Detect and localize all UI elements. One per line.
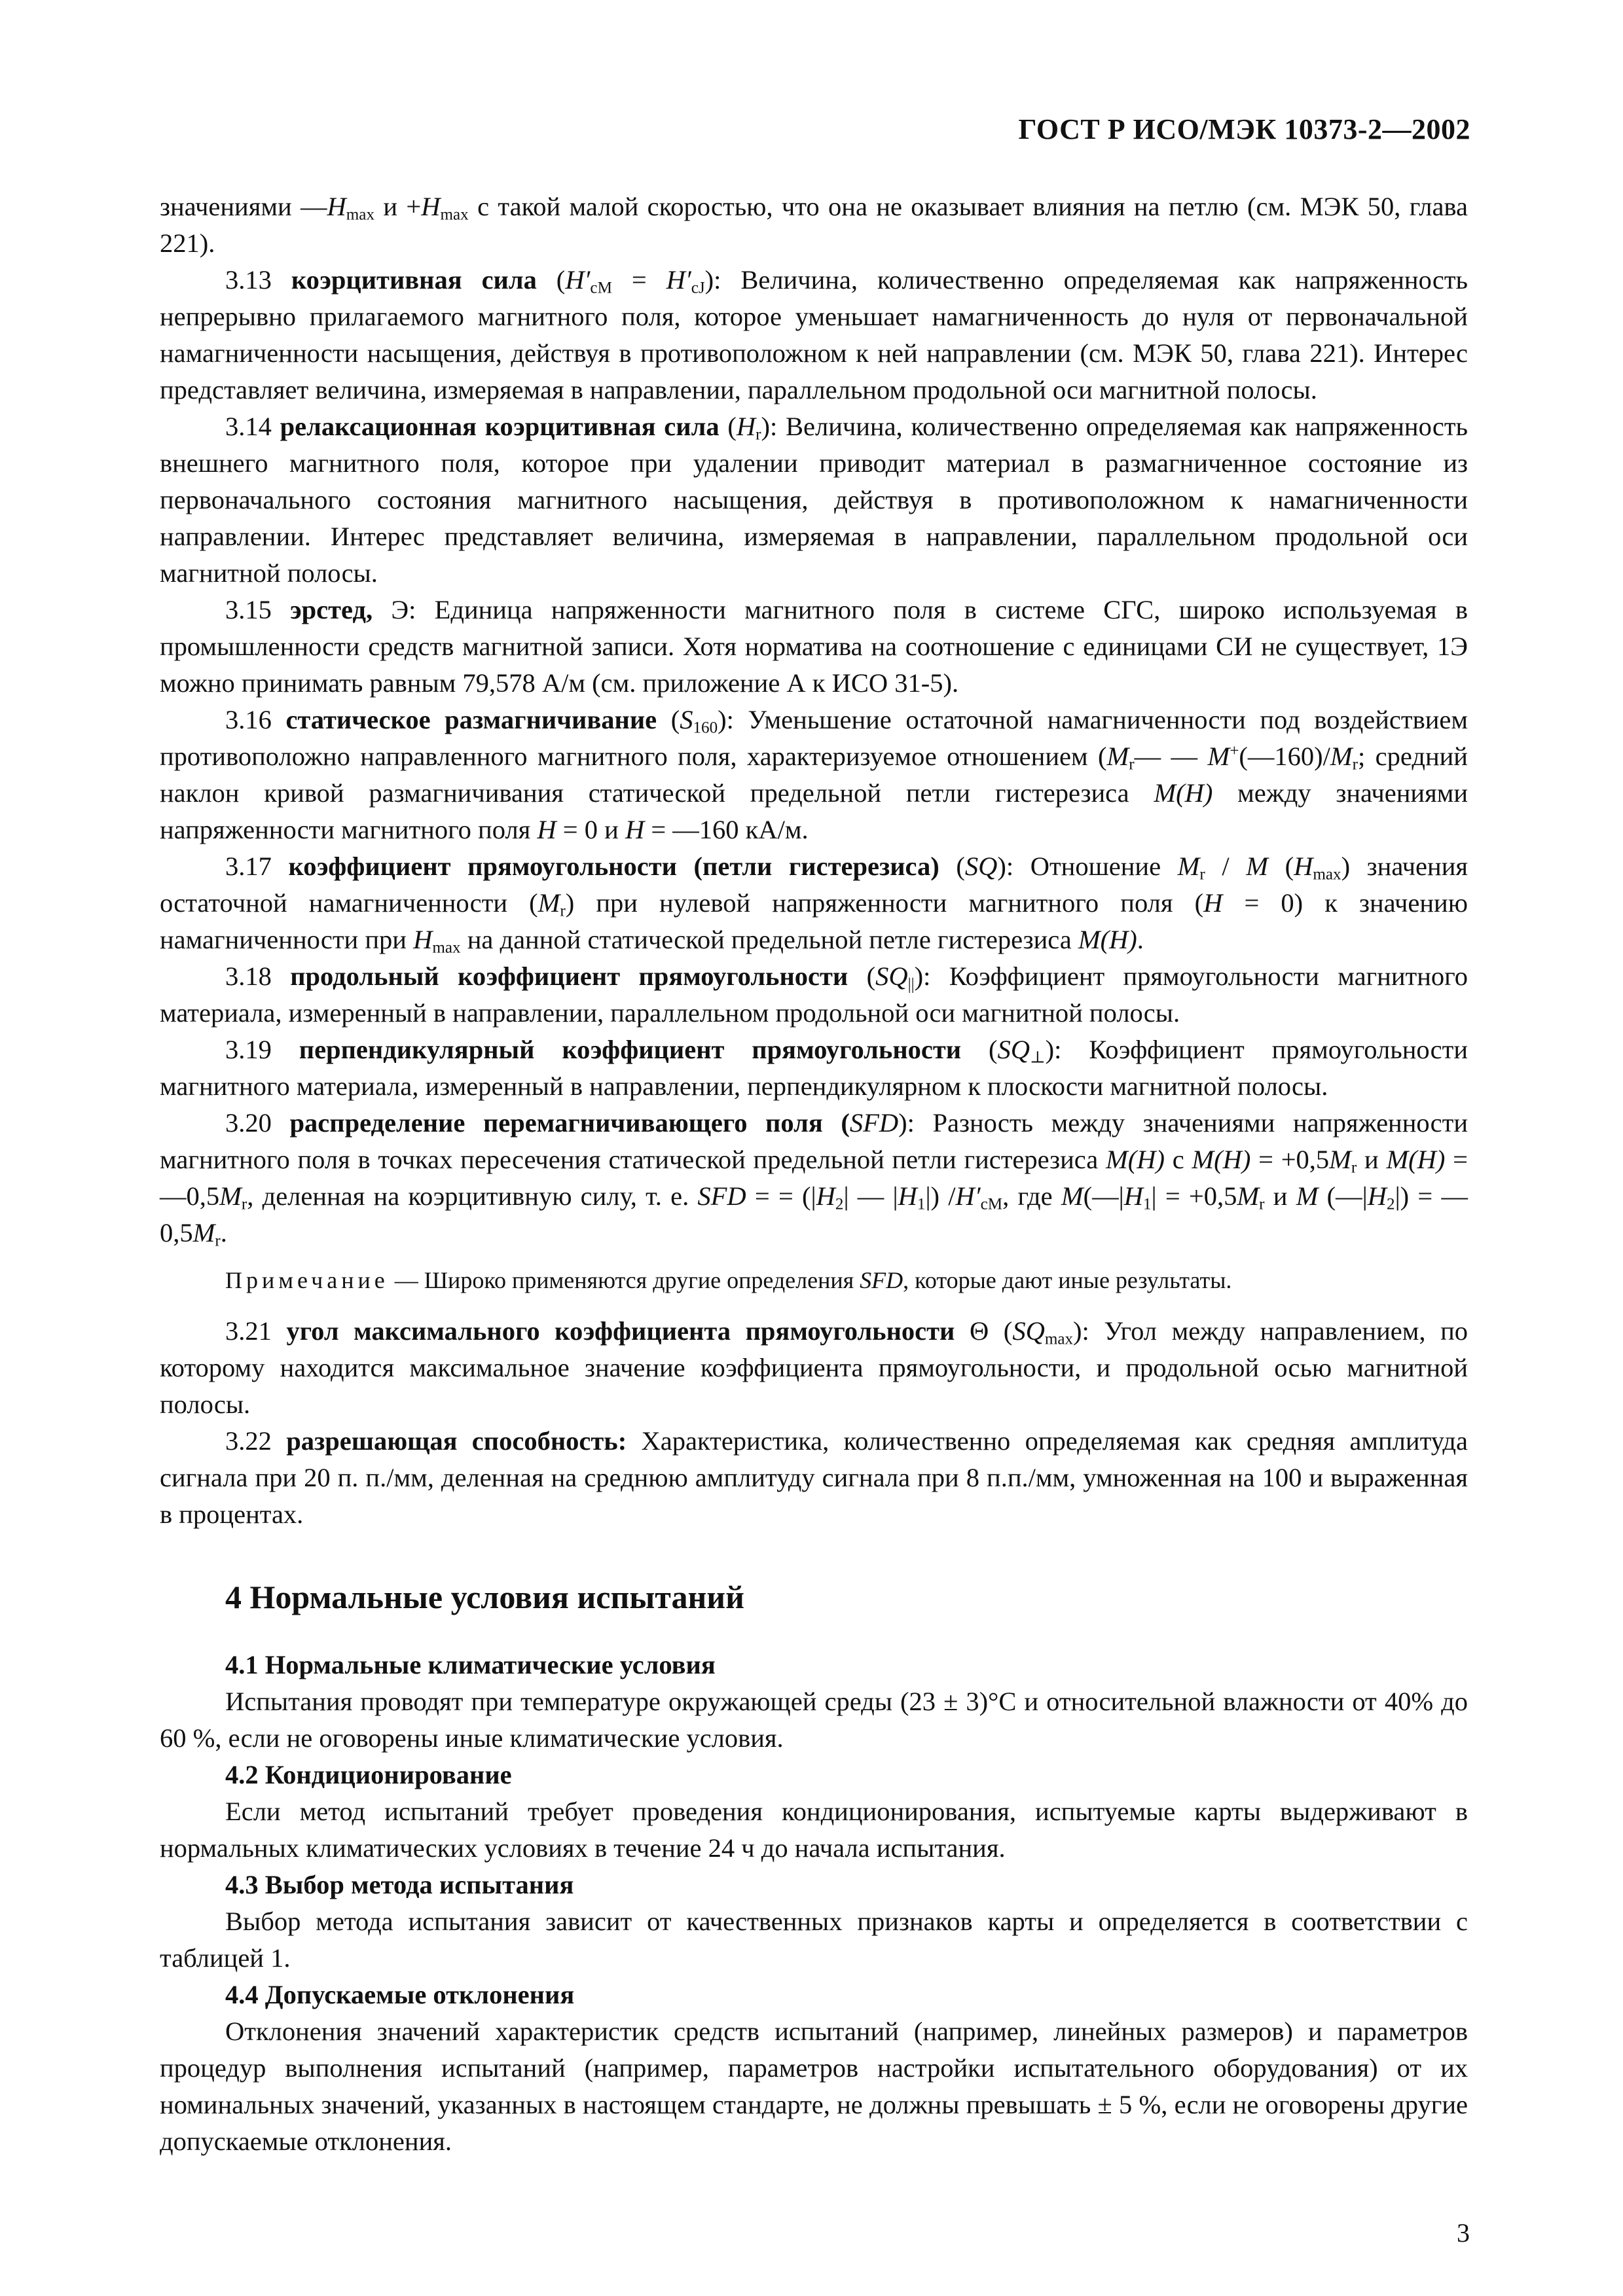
- definition-3-13: 3.13 коэрцитивная сила $(H'_{cM} = H'_{cJ})$: Величина, количественно определяемая как напряженность непрерывно прилагаемого магнитного поля, которое уменьшает намагниченность до нуля от первоначальной намагниченности насыщения, действуя в противоположном к ней направлении (см. МЭК 50, глава 221). Интерес представляет величина, измеряемая в направлении, параллельном продольной оси магнитной полосы.: [160, 265, 1468, 404]
- note-paragraph: Примечание — Широко применяются другие определения SFD, которые дают иные результаты.: [225, 1267, 1232, 1293]
- subsection-4-2-body: Если метод испытаний требует проведения кондиционирования, испытуемые карты выдерживают в нормальных климатических условиях в течение 24 ч до начала испытания.: [160, 1797, 1468, 1863]
- definition-3-14: 3.14 релаксационная коэрцитивная сила $(H_r)$: Величина, количественно определяемая как напряженность внешнего магнитного поля, которое при удалении приводит материал в размагниченное состояние из первоначального состояния магнитного насыщения, действуя в противоположном к намагниченности направлении. Интерес представляет величина, измеряемая в направлении, параллельном продольной оси магнитной полосы.: [160, 412, 1468, 588]
- subsection-4-4-title: 4.4 Допускаемые отклонения: [225, 1980, 575, 2009]
- subsection-4-2-title: 4.2 Кондиционирование: [225, 1760, 512, 1789]
- note-label: Примечание: [225, 1267, 389, 1293]
- document-header: ГОСТ Р ИСО/МЭК 10373-2—2002: [1018, 113, 1470, 145]
- intro-paragraph: значениями $—H_{max}$ $и +H_{max}$ с такой малой скоростью, что она не оказывает влияния на петлю (см. МЭК 50, глава 221).: [160, 192, 1468, 258]
- subsection-4-3-title: 4.3 Выбор метода испытания: [225, 1870, 574, 1899]
- definition-3-21: 3.21 угол максимального коэффициента прямоугольности Θ $(SQ_{max})$: Угол между направлением, по которому находится максимальное значение коэффициента прямоугольности, и продольной осью магнитной полосы.: [160, 1316, 1468, 1419]
- page-number: 3: [1457, 2218, 1470, 2248]
- document-body: [160, 188, 1468, 2160]
- subsection-4-3-body: Выбор метода испытания зависит от качественных признаков карты и определяется в соответствии с таблицей 1.: [160, 1907, 1468, 1973]
- subsection-4-1-body: Испытания проводят при температуре окружающей среды (23 ± 3)°С и относительной влажности от 40% до 60 %, если не оговорены иные климатические условия.: [160, 1687, 1468, 1753]
- subsection-4-4-body: Отклонения значений характеристик средств испытаний (например, линейных размеров) и параметров процедур выполнения испытаний (например, параметров настройки испытательного оборудования) от их номинальных значений, указанных в настоящем стандарте, не должны превышать ± 5 %, если не оговорены другие допускаемые отклонения.: [160, 2017, 1468, 2156]
- section-4-title: 4 Нормальные условия испытаний: [225, 1579, 744, 1615]
- definition-3-22: 3.22 разрешающая способность: Характеристика, количественно определяемая как средняя амплитуда сигнала при 20 п. п./мм, деленная на среднюю амплитуду сигнала при 8 п.п./мм, умноженная на 100 и выраженная в процентах.: [160, 1426, 1468, 1529]
- subsection-4-1-title: 4.1 Нормальные климатические условия: [225, 1650, 716, 1679]
- definition-3-15: 3.15 эрстед, Э: Единица напряженности магнитного поля в системе СГС, широко используемая в промышленности средств магнитной записи. Хотя норматива на соотношение с единицами СИ не существует, 1Э можно принимать равным 79,578 А/м (см. приложение А к ИСО 31-5).: [160, 595, 1468, 698]
- definition-3-16: 3.16 статическое размагничивание $(S_{160})$: Уменьшение остаточной намагниченности под воздействием противоположно направленного магнитного поля, характеризуемое отношением ($M_r—$ — $M^+(—160)/M_r$; средний наклон кривой размагничивания статической предельной петли гистерезиса M(H) между значениями напряженности магнитного поля H = 0 и H = —160 кА/м.: [160, 705, 1468, 844]
- definition-3-19: 3.19 перпендикулярный коэффициент прямоугольности $(SQ_\perp)$: Коэффициент прямоугольности магнитного материала, измеренный в направлении, перпендикулярном к плоскости магнитной полосы.: [160, 1035, 1468, 1101]
- definition-3-20: 3.20 распределение перемагничивающего поля (SFD): Разность между значениями напряженности магнитного поля в точках пересечения статической предельной петли гистерезиса M(H) с $M(H) = +0,5M_r$ и $M(H) = —0,5M_r$, деленная на коэрцитивную силу, т. е. SFD = = ($|H_2|$ — $|H_1|$) $/H'_{cM}$, где $M(—|H_1| = +0,5M_r$ и M $(—|H_2|)$ = $—0,5M_r$.: [160, 1108, 1468, 1250]
- definition-3-18: 3.18 продольный коэффициент прямоугольности $(SQ_{||})$: Коэффициент прямоугольности магнитного материала, измеренный в направлении, параллельном продольной оси магнитной полосы.: [160, 961, 1468, 1028]
- definition-3-17: 3.17 коэффициент прямоугольности (петли гистерезиса) (SQ): Отношение $M_r$ / M $(H_{max})$ значения остаточной намагниченности $(M_r)$ при нулевой напряженности магнитного поля (H = 0) к значению намагниченности при $H_{max}$ на данной статической предельной петле гистерезиса M(H).: [160, 852, 1468, 957]
